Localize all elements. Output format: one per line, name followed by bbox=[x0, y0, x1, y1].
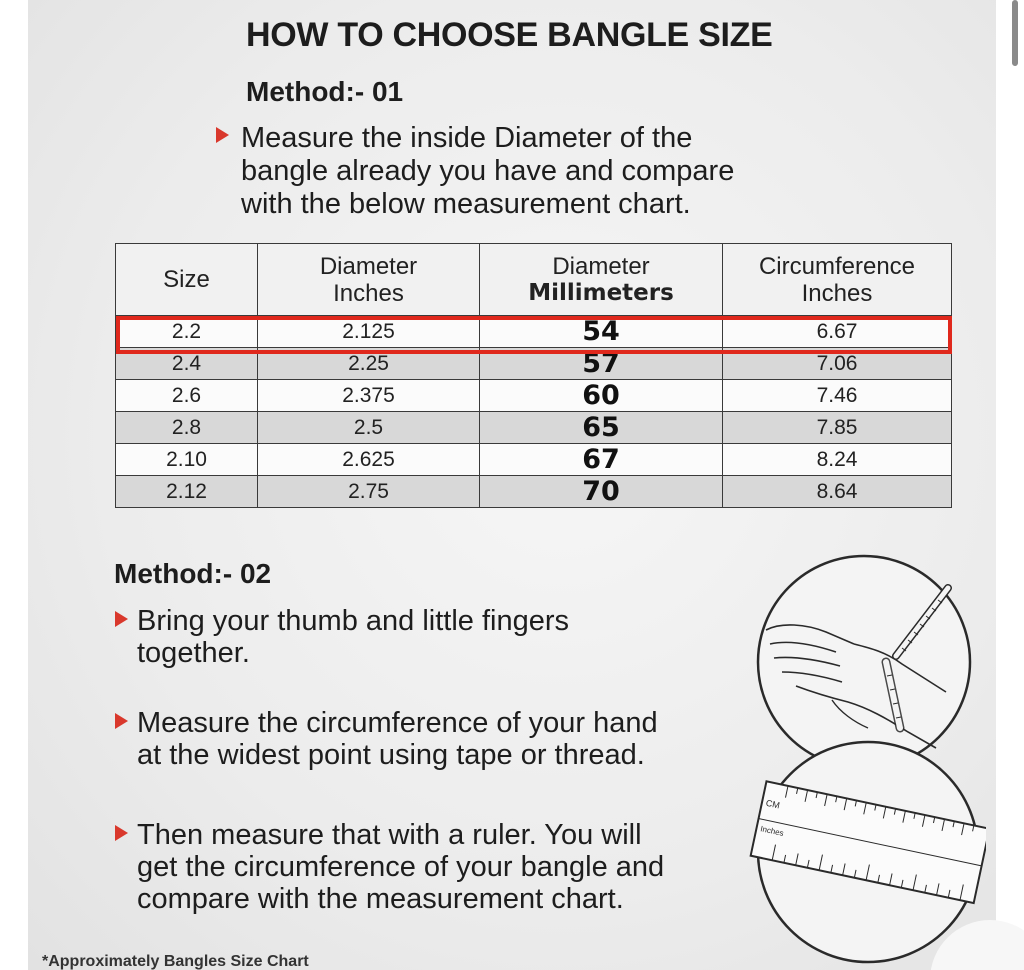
header-diameter-mm: Diameter Millimeters bbox=[480, 244, 723, 316]
cell-circumference: 7.85 bbox=[723, 412, 952, 444]
table-row bbox=[116, 444, 952, 476]
table-header-row bbox=[116, 244, 952, 316]
cell-circumference: 7.46 bbox=[723, 380, 952, 412]
cell-circumference: 8.64 bbox=[723, 476, 952, 508]
cell-circumference: 7.06 bbox=[723, 348, 952, 380]
cell-mm: 60 bbox=[480, 380, 723, 412]
cell-inches: 2.75 bbox=[258, 476, 480, 508]
table-row bbox=[116, 316, 952, 348]
cell-size: 2.8 bbox=[116, 412, 258, 444]
method-2-step-3: Then measure that with a ruler. You will get the circumference of your bangle and compare with the measurement chart. bbox=[137, 819, 665, 915]
page-title: HOW TO CHOOSE BANGLE SIZE bbox=[246, 16, 773, 54]
cell-mm: 65 bbox=[480, 412, 723, 444]
header-diameter-inches: Diameter Inches bbox=[258, 244, 480, 316]
cell-inches: 2.25 bbox=[258, 348, 480, 380]
method-2-step-2: Measure the circumference of your hand at the widest point using tape or thread. bbox=[137, 707, 658, 771]
footnote: *Approximately Bangles Size Chart bbox=[42, 953, 309, 970]
ruler-cm-label: CM bbox=[764, 797, 781, 811]
method-1-heading: Method:- 01 bbox=[246, 76, 404, 107]
header-circumference: Circumference Inches bbox=[723, 244, 952, 316]
cell-size: 2.12 bbox=[116, 476, 258, 508]
bullet-arrow-icon bbox=[216, 127, 229, 143]
cell-mm: 70 bbox=[480, 476, 723, 508]
cell-size: 2.10 bbox=[116, 444, 258, 476]
cell-size: 2.6 bbox=[116, 380, 258, 412]
measuring-illustration bbox=[736, 552, 986, 970]
table-row bbox=[116, 476, 952, 508]
cell-size: 2.4 bbox=[116, 348, 258, 380]
cell-size: 2.2 bbox=[116, 316, 258, 348]
method-1-instructions: Measure the inside Diameter of the bangle already you have and compare with the below measurement chart. bbox=[241, 122, 735, 220]
hand-measure-icon bbox=[758, 556, 970, 768]
bullet-arrow-icon bbox=[115, 825, 128, 841]
bullet-arrow-icon bbox=[115, 611, 128, 627]
header-size: Size bbox=[116, 244, 258, 316]
cell-inches: 2.5 bbox=[258, 412, 480, 444]
table-row bbox=[116, 380, 952, 412]
cell-inches: 2.125 bbox=[258, 316, 480, 348]
cell-circumference: 6.67 bbox=[723, 316, 952, 348]
cell-mm: 54 bbox=[480, 316, 723, 348]
cell-mm: 67 bbox=[480, 444, 723, 476]
ruler-inches-label: Inches bbox=[759, 824, 785, 838]
scrollbar-thumb[interactable] bbox=[1012, 0, 1018, 66]
cell-mm: 57 bbox=[480, 348, 723, 380]
table-row bbox=[116, 348, 952, 380]
ruler-icon bbox=[751, 742, 986, 962]
cell-inches: 2.625 bbox=[258, 444, 480, 476]
method-2-heading: Method:- 02 bbox=[114, 558, 272, 589]
cell-circumference: 8.24 bbox=[723, 444, 952, 476]
table-row bbox=[116, 412, 952, 444]
bangle-size-table bbox=[115, 243, 952, 508]
bullet-arrow-icon bbox=[115, 713, 128, 729]
cell-inches: 2.375 bbox=[258, 380, 480, 412]
method-2-step-1: Bring your thumb and little fingers together. bbox=[137, 605, 569, 669]
